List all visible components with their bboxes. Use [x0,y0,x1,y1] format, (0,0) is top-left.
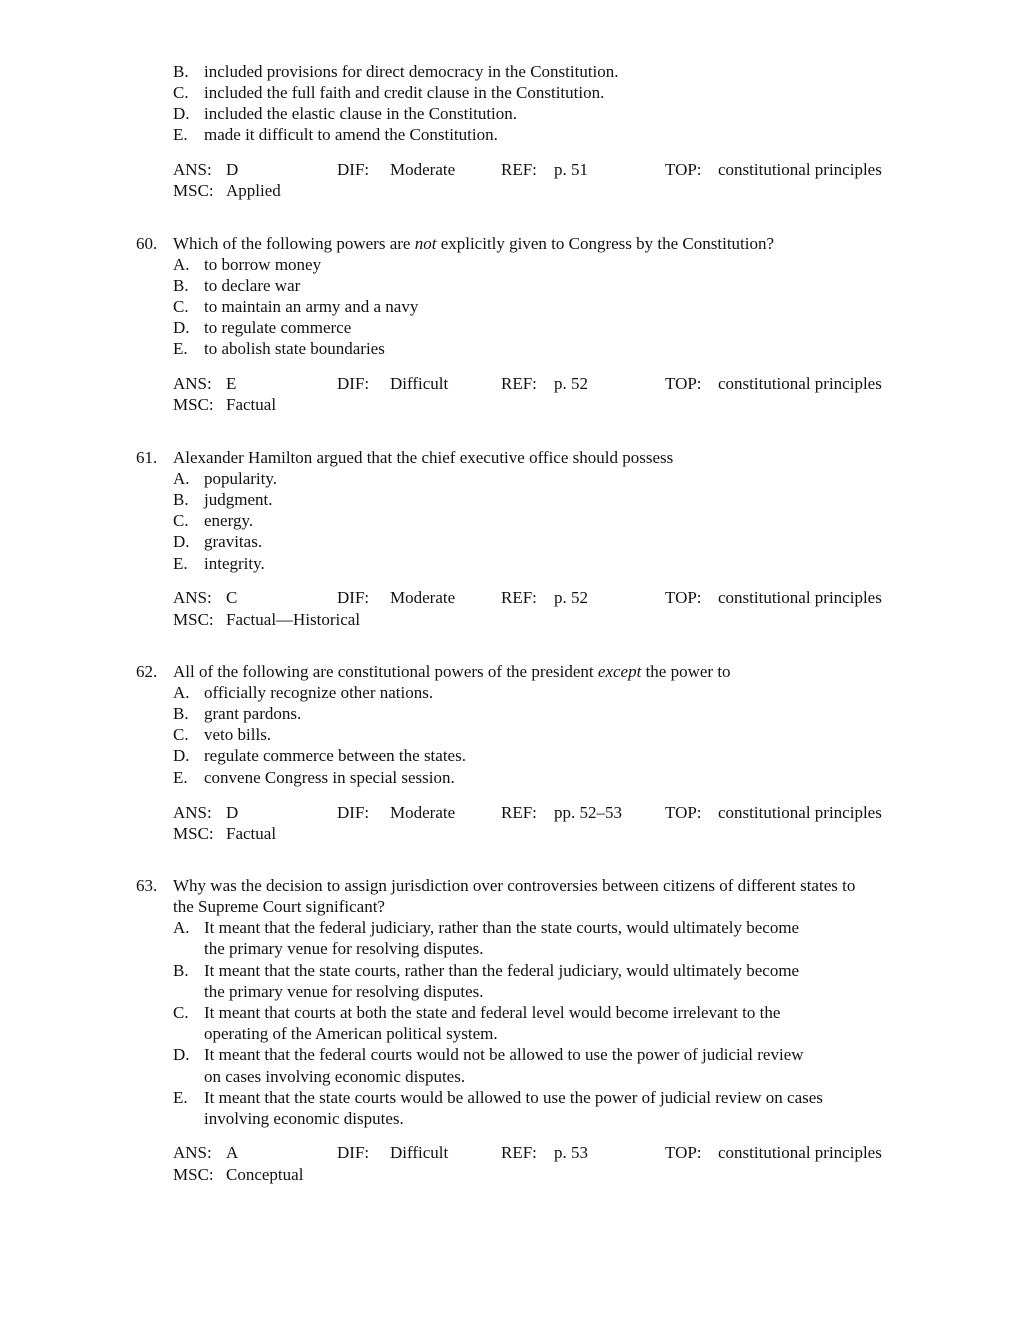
question-number: 63. [136,876,158,895]
emphasis: not [414,234,437,253]
emphasis: except [597,662,642,681]
document-page: B. included provisions for direct democracy in the Constitution. C. included the full faith and credit clause in the Constitution. D. included the elastic clause in the Constitution. E. made it difficult to amend the Constitution. ANS: D DIF: Moderate REF: p. 51 TOP: constitutional principles MSC: Applied 60. Which of the following powers are not explicitly given to Congress by the Constitution? A. to borrow money B. to declare war C. to maintain an army and a navy D. to regulate commerce E. to abolish state boundaries ANS: E DIF: Difficult REF: p. 52 TOP: constitutional principles MSC: Factual 61. Alexander Hamilton argued that the chief executive office should possess A. popularity. B. judgment. C. energy. D. gravitas. E. integrity. ANS: C DIF: Moderate REF: p. 52 TOP: constitutional principles MSC: Factual—Historical 62. All of the following are constitutional powers of the president except the power to A. officially recognize other nations. B. grant pardons. C. veto bills. D. regulate commerce between the states. E. convene Congress in special session. ANS: D DIF: Moderate REF: pp. 52–53 TOP: constitutional principles MSC: Factual 63. Why was the decision to assign jurisdiction over controversies between citizens of different states to the Supreme Court significant? A. It meant that the federal judiciary, rather than the state courts, would ultimately become the primary venue for resolving disputes. B. It meant that the state courts, rather than the federal judiciary, would ultimately become the primary venue for resolving disputes. C. It meant that courts at both the state and federal level would become irrelevant to the operating of the American political system. D. It meant that the federal courts would not be allowed to use the power of judicial review on cases involving economic disputes. E. It meant that the state courts would be allowed to use the power of judicial review on cases involving economic disputes. ANS: A DIF: Difficult REF: p. 53 TOP: constitutional principles MSC: Conceptual [136,62,882,1184]
question-number: 62. [136,662,158,681]
question-number: 61. [136,448,158,467]
question-number: 60. [136,234,158,253]
